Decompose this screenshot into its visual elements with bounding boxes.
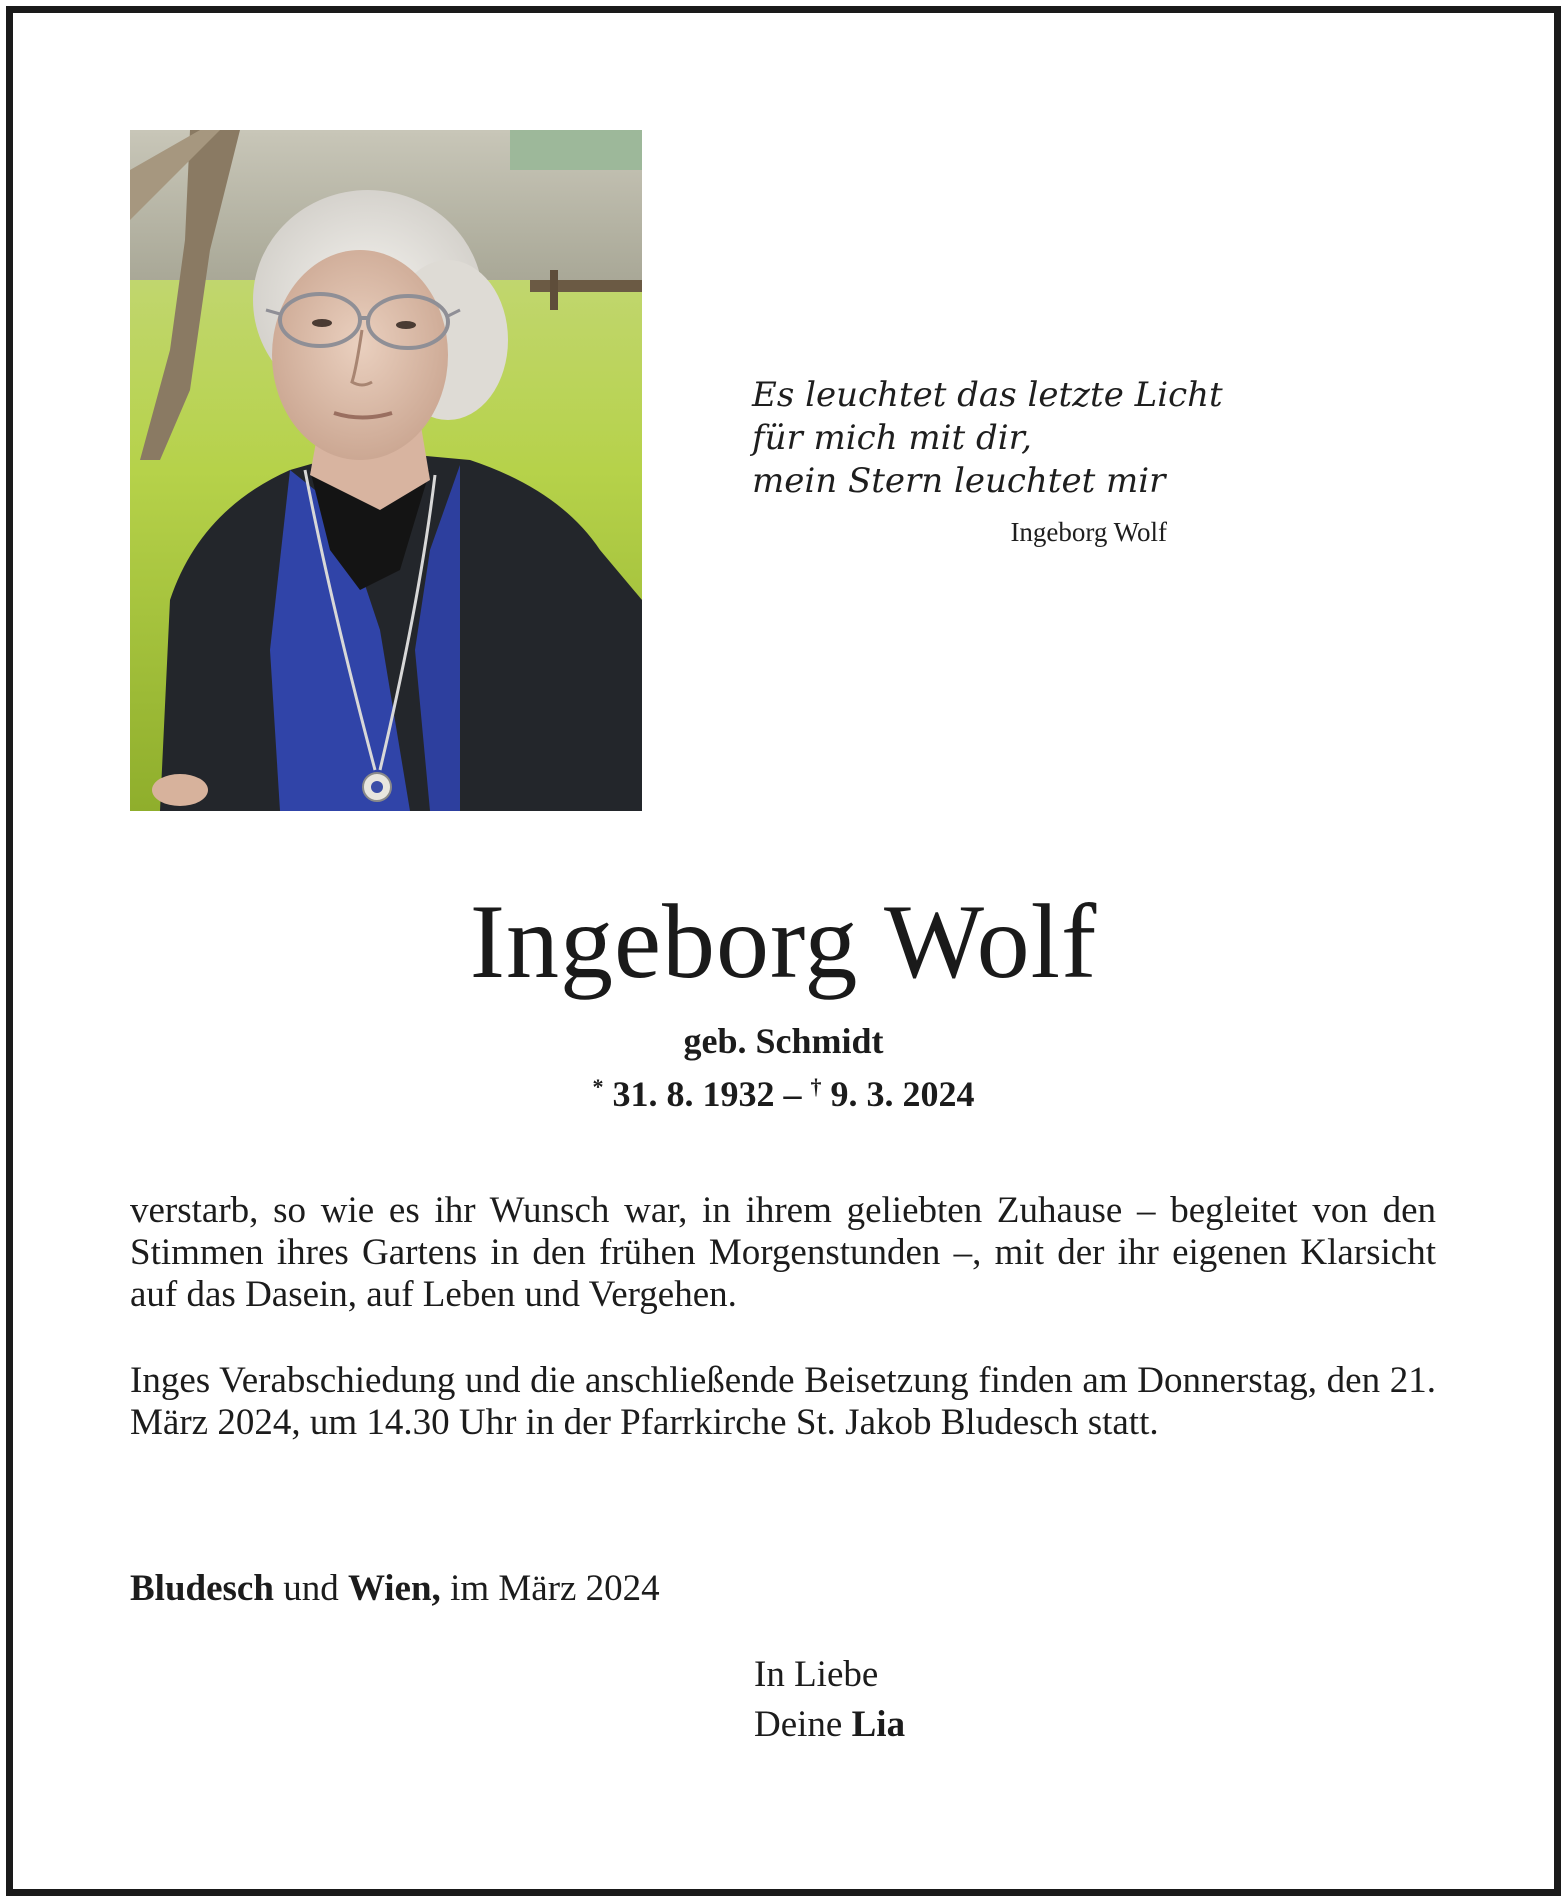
quote-line-3: mein Stern leuchtet mir — [752, 461, 1166, 501]
death-date: 9. 3. 2024 — [830, 1074, 975, 1114]
notice-date: im März 2024 — [450, 1568, 660, 1609]
portrait-illustration — [130, 130, 642, 811]
signature-block — [754, 1650, 905, 1750]
portrait-photo — [130, 130, 642, 811]
signature-line-1: In Liebe — [754, 1654, 879, 1695]
place-conjunction: und — [283, 1568, 339, 1609]
quote-line-1: Es leuchtet das letzte Licht — [752, 375, 1223, 415]
date-separator: – — [783, 1074, 802, 1114]
obituary-paragraph-1: verstarb, so wie es ihr Wunsch war, in ihrem geliebten Zuhause – begleitet von den Stimmen ihres Gartens in den frühen Morgenstunden –, mit der ihr eigenen Klarsicht auf das Dasein, auf Leben und Vergehen. — [130, 1190, 1436, 1315]
maiden-name: geb. Schmidt — [683, 1021, 884, 1061]
quote-line-2: für mich mit dir, — [752, 418, 1032, 458]
signature-name: Lia — [851, 1704, 906, 1745]
funeral-info-paragraph: Inges Verabschiedung und die anschließende Beisetzung finden am Donnerstag, den 21. März 2024, um 14.30 Uhr in der Pfarrkirche St. Jakob Bludesch statt. — [130, 1360, 1436, 1443]
memorial-quote — [752, 374, 1223, 503]
birth-symbol: * — [592, 1074, 604, 1099]
place-and-date — [130, 1568, 660, 1610]
quote-author: Ingeborg Wolf — [1010, 517, 1167, 547]
signature-prefix: Deine — [754, 1704, 843, 1745]
place-1: Bludesch — [130, 1568, 274, 1609]
deceased-name: Ingeborg Wolf — [469, 883, 1098, 1000]
signature-line-2 — [754, 1700, 905, 1750]
life-dates — [0, 1066, 1567, 1115]
place-2: Wien, — [347, 1568, 441, 1609]
birth-date: 31. 8. 1932 — [612, 1074, 775, 1114]
death-symbol: † — [810, 1074, 822, 1099]
